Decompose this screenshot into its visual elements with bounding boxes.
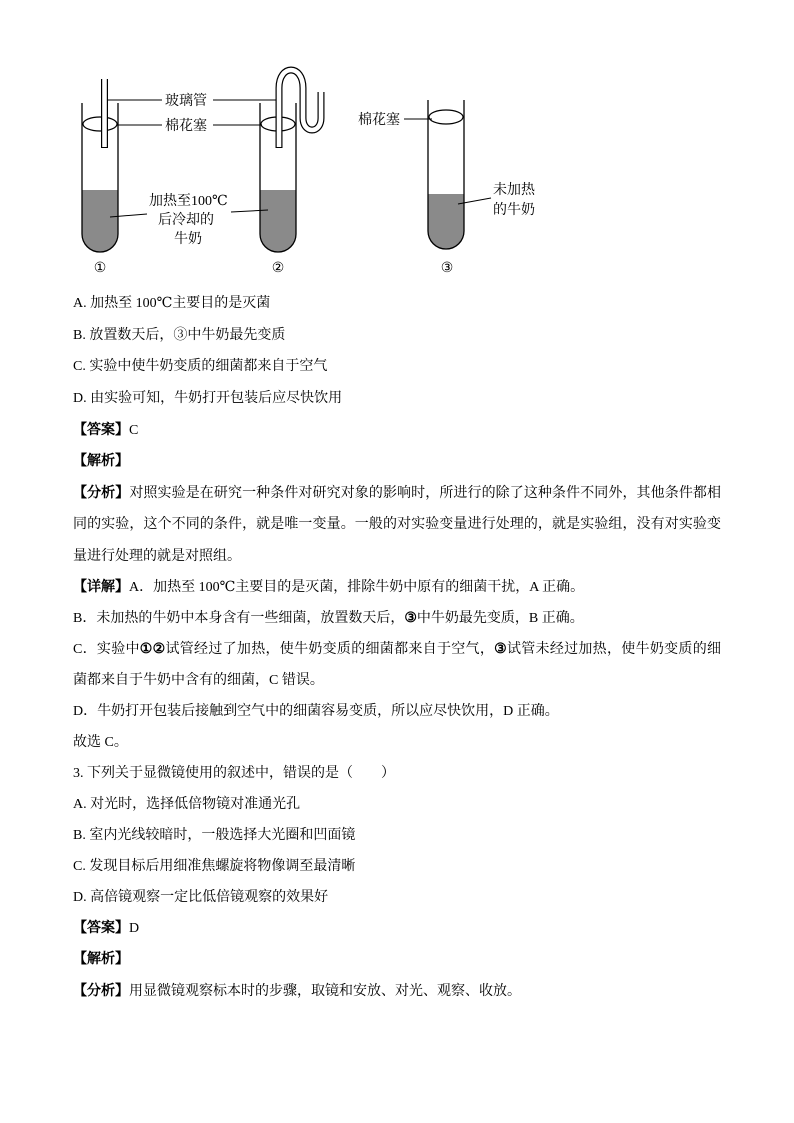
q2-xiangjie-line-c2: 菌都来自于牛奶中含有的细菌，C 错误。: [73, 673, 324, 688]
q2-xiangjie-b-seg-2: ③: [404, 611, 417, 626]
q2-xiangjie-c-seg-4: ③: [494, 642, 507, 657]
label-heated-milk-1: 加热至100℃: [149, 194, 228, 209]
q2-fenxi-text-1: 对照实验是在研究一种条件对研究对象的影响时，所进行的除了这种条件不同外，其他条件都相: [129, 486, 722, 501]
q2-fenxi-line-2: 同的实验，这个不同的条件，就是唯一变量。一般的对实验变量进行处理的，就是实验组，没有对实验变: [73, 517, 721, 532]
cotton-plug-3: [429, 110, 463, 124]
label-unheated-milk-1: 未加热: [493, 183, 535, 198]
q2-xiangjie-tag: 【详解】: [73, 580, 129, 595]
q2-conclusion: 故选 C。: [73, 735, 128, 750]
cotton-plug-1: [83, 117, 117, 131]
label-heated-milk-2: 后冷却的: [158, 213, 214, 228]
q2-xiangjie-line-a: [73, 578, 584, 598]
q3-option-d: D. 高倍镜观察一定比低倍镜观察的效果好: [73, 890, 329, 905]
q2-answer: [73, 421, 138, 441]
tube-number-2: ②: [271, 261, 285, 276]
q2-answer-value: C: [129, 423, 139, 438]
q3-answer-value: D: [129, 921, 140, 936]
q2-xiangjie-line-c1: [73, 640, 721, 660]
q3-option-c: C. 发现目标后用细准焦螺旋将物像调至最清晰: [73, 859, 356, 874]
q2-xiangjie-c-seg-5: 试管未经过加热，使牛奶变质的细: [506, 642, 721, 657]
test-tube-2: [260, 70, 321, 252]
label-unheated-milk-2: 的牛奶: [493, 203, 535, 218]
label-heated-milk-3: 牛奶: [174, 232, 202, 247]
q3-answer: [73, 919, 139, 939]
label-cotton-plug: 棉花塞: [165, 119, 207, 134]
q2-xiangjie-line-b: [73, 609, 584, 629]
q2-option-b: B. 放置数天后，③中牛奶最先变质: [73, 328, 286, 343]
test-tube-1: [82, 79, 118, 252]
q2-xiangjie-c-seg-3: 试管经过了加热，使牛奶变质的细菌都来自于空气，: [165, 642, 495, 657]
q3-option-a: A. 对光时，选择低倍物镜对准通光孔: [73, 797, 301, 812]
q2-xiangjie-b-seg-3: 中牛奶最先变质，B 正确。: [416, 611, 584, 626]
q3-answer-tag: 【答案】: [73, 921, 129, 936]
q2-fenxi-line-1: [73, 484, 721, 504]
q2-fenxi-line-3: 量进行处理的就是对照组。: [73, 549, 241, 564]
q3-analysis-heading: 【解析】: [73, 952, 129, 967]
tube-number-3: ③: [440, 261, 454, 276]
q3-option-b: B. 室内光线较暗时，一般选择大光圈和凹面镜: [73, 828, 356, 843]
tube-number-1: ①: [93, 261, 107, 276]
q2-option-d: D. 由实验可知，牛奶打开包装后应尽快饮用: [73, 391, 343, 406]
swan-neck-glass-tube: [279, 70, 321, 148]
q3-fenxi-text: 用显微镜观察标本时的步骤，取镜和安放、对光、观察、收放。: [129, 984, 521, 999]
q2-answer-tag: 【答案】: [73, 423, 129, 438]
q2-option-a: A. 加热至 100℃主要目的是灭菌: [73, 296, 271, 311]
unheated-milk: [428, 194, 464, 249]
q2-xiangjie-line-d: D．牛奶打开包装后接触到空气中的细菌容易变质，所以应尽快饮用，D 正确。: [73, 704, 559, 719]
q2-analysis-heading: 【解析】: [73, 454, 129, 469]
q3-fenxi-line: [73, 982, 521, 1002]
heated-milk-2: [260, 190, 296, 252]
q2-xiangjie-c-seg-2: ①②: [139, 642, 166, 657]
q3-fenxi-tag: 【分析】: [73, 984, 129, 999]
experiment-diagram: [0, 0, 794, 290]
label-glass-tube: 玻璃管: [165, 94, 207, 109]
label-cotton-plug-3: 棉花塞: [358, 113, 400, 128]
q2-fenxi-tag: 【分析】: [73, 486, 130, 501]
q2-xiangjie-b-seg-1: B．未加热的牛奶中本身含有一些细菌，放置数天后，: [73, 611, 405, 626]
q3-stem: 3. 下列关于显微镜使用的叙述中，错误的是（ ）: [73, 766, 395, 781]
heated-milk-1: [82, 190, 118, 252]
test-tube-3: [428, 100, 464, 249]
q2-option-c: C. 实验中使牛奶变质的细菌都来自于空气: [73, 359, 328, 374]
q2-xiangjie-c-seg-1: C．实验中: [73, 642, 140, 657]
q2-xiangjie-text-a: A．加热至 100℃主要目的是灭菌，排除牛奶中原有的细菌干扰，A 正确。: [129, 580, 585, 595]
